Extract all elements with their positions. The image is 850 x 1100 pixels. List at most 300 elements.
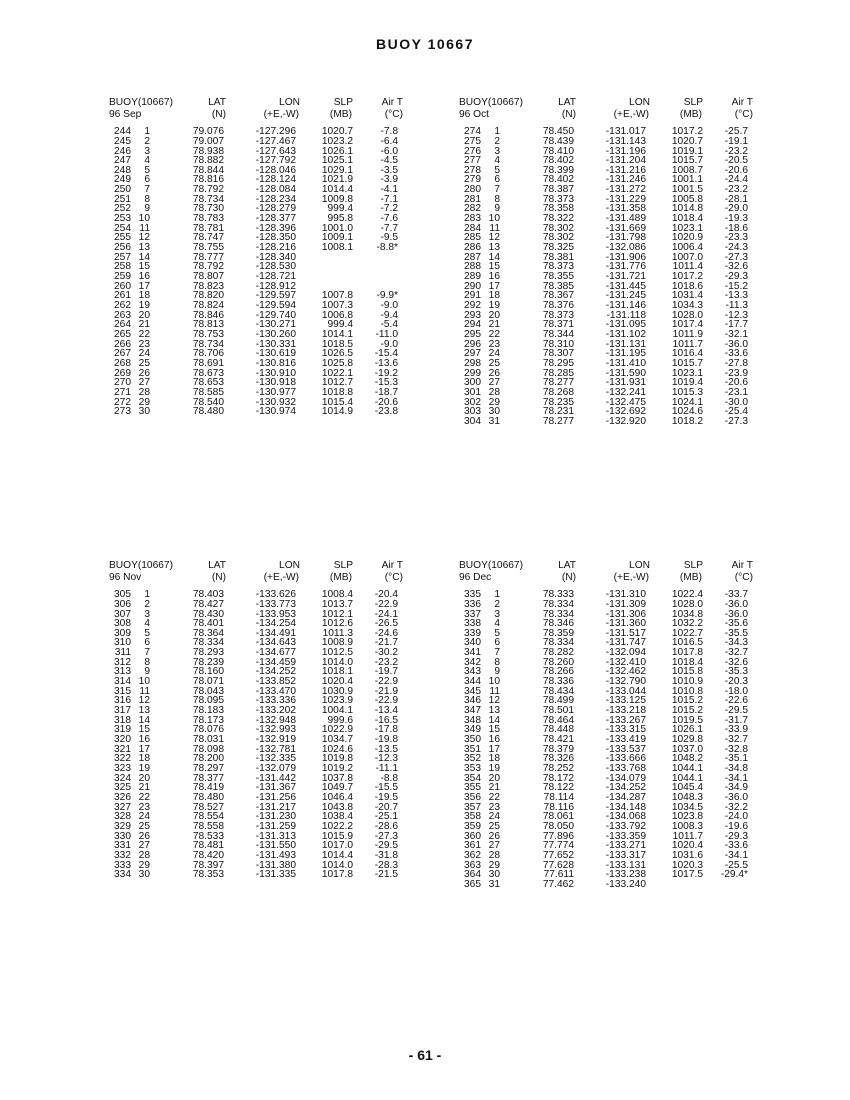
lon-cell: -134.287: [605, 791, 646, 803]
day-of-year-cell: 278: [464, 164, 481, 176]
slp-cell: 1019.1: [671, 145, 703, 157]
slp-cell: 1015.2: [671, 705, 703, 717]
day-of-year-cell: 281: [464, 193, 481, 205]
day-cell: 28: [488, 386, 500, 398]
lon-cell: -127.792: [255, 155, 296, 167]
lon-cell: -131.931: [605, 377, 646, 389]
day-of-year-cell: 293: [464, 309, 481, 321]
day-cell: 2: [494, 598, 500, 610]
day-cell: 8: [494, 656, 500, 668]
slp-cell: 1001.0: [321, 222, 353, 234]
table-row: [109, 407, 459, 417]
slp-cell: 1004.1: [321, 705, 353, 717]
lon-cell: -131.309: [605, 598, 646, 610]
slp-cell: 1009.1: [321, 232, 353, 244]
day-cell: 2: [494, 135, 500, 147]
day-cell: 30: [138, 869, 150, 881]
day-cell: 10: [138, 676, 150, 688]
lon-cell: -133.044: [605, 685, 646, 697]
lat-cell: 78.310: [542, 338, 574, 350]
day-of-year-cell: 360: [464, 830, 481, 842]
day-cell: 6: [494, 174, 500, 186]
lat-cell: 78.501: [542, 705, 574, 717]
lat-cell: 78.783: [192, 213, 224, 225]
slp-cell: 1014.0: [321, 859, 353, 871]
slp-cell: 1018.6: [671, 280, 703, 292]
air-temp-cell: -29.5: [724, 705, 748, 717]
day-of-year-cell: 273: [114, 406, 131, 418]
lon-cell: -131.380: [255, 859, 296, 871]
day-cell: 21: [488, 319, 500, 331]
day-of-year-cell: 316: [114, 695, 131, 707]
day-cell: 11: [489, 222, 500, 234]
header-month: 96 Oct: [459, 109, 490, 121]
air-temp-cell: -23.2: [724, 184, 748, 196]
lon-cell: -130.619: [255, 348, 296, 360]
air-temp-cell: -7.1: [380, 193, 398, 205]
day-cell: 9: [494, 203, 500, 215]
slp-cell: 1017.8: [321, 869, 353, 881]
day-cell: 10: [138, 213, 150, 225]
slp-cell: 1017.8: [671, 647, 703, 659]
day-cell: 15: [488, 724, 500, 736]
lat-cell: 78.268: [542, 386, 574, 398]
day-cell: 7: [494, 647, 500, 659]
slp-cell: 1007.0: [671, 251, 703, 263]
slp-cell: 1018.4: [671, 656, 703, 668]
day-of-year-cell: 301: [464, 386, 481, 398]
air-temp-cell: -25.7: [724, 126, 748, 138]
day-of-year-cell: 283: [464, 213, 481, 225]
day-of-year-cell: 335: [464, 589, 481, 601]
day-of-year-cell: 282: [464, 203, 481, 215]
lon-cell: -134.079: [605, 772, 646, 784]
day-cell: 23: [488, 801, 500, 813]
lon-cell: -132.241: [605, 386, 646, 398]
air-temp-cell: -22.9: [374, 695, 398, 707]
day-of-year-cell: 267: [114, 348, 131, 360]
day-of-year-cell: 350: [464, 734, 481, 746]
day-of-year-cell: 298: [464, 357, 481, 369]
table-dec: [459, 560, 809, 890]
slp-cell: 1011.7: [672, 830, 703, 842]
day-cell: 16: [138, 271, 150, 283]
slp-cell: 1008.7: [671, 164, 703, 176]
lon-cell: -131.445: [605, 280, 646, 292]
slp-cell: 1020.9: [671, 232, 703, 244]
lon-cell: -134.068: [605, 811, 646, 823]
lon-cell: -130.977: [255, 386, 296, 398]
day-cell: 5: [494, 164, 500, 176]
slp-cell: 1001.1: [671, 174, 703, 186]
day-cell: 13: [138, 705, 150, 717]
day-of-year-cell: 331: [114, 840, 131, 852]
lon-cell: -131.306: [605, 608, 646, 620]
lon-cell: -131.195: [605, 348, 646, 360]
lat-cell: 78.260: [542, 656, 574, 668]
lat-cell: 78.938: [192, 145, 224, 157]
lat-cell: 78.183: [192, 705, 224, 717]
day-of-year-cell: 268: [114, 357, 131, 369]
day-of-year-cell: 260: [114, 280, 131, 292]
lon-cell: -131.747: [605, 637, 646, 649]
day-of-year-cell: 280: [464, 184, 481, 196]
day-of-year-cell: 323: [114, 763, 131, 774]
slp-cell: 1034.3: [671, 300, 703, 311]
day-of-year-cell: 288: [464, 261, 481, 273]
air-temp-cell: -16.5: [374, 714, 398, 726]
lat-cell: 78.403: [192, 589, 224, 601]
lat-cell: 78.122: [542, 782, 574, 794]
slp-cell: 1007.3: [321, 300, 353, 311]
lat-cell: 78.777: [192, 251, 224, 263]
air-temp-cell: -9.0: [380, 338, 398, 350]
slp-cell: 1026.1: [671, 724, 703, 736]
day-cell: 26: [138, 367, 150, 379]
lon-cell: -133.238: [605, 869, 646, 881]
air-temp-cell: -34.3: [724, 637, 748, 649]
day-of-year-cell: 355: [464, 782, 481, 794]
lat-cell: 78.730: [192, 203, 224, 215]
lat-cell: 77.611: [543, 869, 574, 881]
lon-cell: -131.360: [605, 618, 646, 630]
air-temp-cell: -32.6: [724, 656, 748, 668]
header-air-temp-unit: (°C): [384, 572, 403, 584]
slp-cell: 1024.6: [321, 743, 353, 755]
lat-cell: 78.333: [542, 589, 574, 601]
lon-cell: -127.296: [255, 126, 296, 138]
slp-cell: 1014.9: [321, 406, 353, 418]
slp-cell: 1017.2: [671, 271, 703, 283]
air-temp-cell: -20.4: [374, 589, 398, 601]
lat-cell: 78.336: [542, 676, 574, 688]
lat-cell: 78.376: [542, 300, 574, 311]
header-lon: LON: [629, 560, 650, 571]
lat-cell: 78.434: [542, 685, 574, 697]
day-of-year-cell: 269: [114, 367, 131, 379]
slp-cell: 1022.7: [671, 627, 703, 639]
lat-cell: 78.824: [192, 300, 224, 311]
lon-cell: -133.202: [255, 705, 296, 717]
slp-cell: 1037.8: [321, 772, 353, 784]
lon-cell: -134.643: [255, 637, 296, 649]
day-cell: 25: [138, 820, 150, 832]
day-cell: 1: [144, 126, 150, 138]
day-cell: 17: [488, 743, 500, 755]
header-buoy-id: BUOY(10667): [109, 560, 173, 571]
lon-cell: -132.919: [255, 734, 296, 746]
day-of-year-cell: 294: [464, 319, 481, 331]
lat-cell: 78.379: [542, 743, 574, 755]
air-temp-cell: -15.5: [374, 782, 398, 794]
day-cell: 4: [494, 155, 500, 167]
lon-cell: -132.948: [255, 714, 296, 726]
lat-cell: 78.734: [192, 338, 224, 350]
header-lat-unit: (N): [211, 109, 226, 121]
slp-cell: 1023.8: [671, 811, 703, 823]
slp-cell: 1015.3: [671, 386, 703, 398]
lon-cell: -133.271: [605, 840, 646, 852]
day-of-year-cell: 318: [114, 714, 131, 726]
day-of-year-cell: 308: [114, 618, 131, 630]
day-cell: 2: [144, 598, 150, 610]
header-month: 96 Nov: [109, 572, 142, 584]
lon-cell: -132.993: [255, 724, 296, 736]
day-of-year-cell: 353: [464, 763, 481, 774]
air-temp-cell: -20.6: [374, 396, 398, 408]
day-cell: 2: [144, 135, 150, 147]
air-temp-cell: -29.0: [724, 203, 748, 215]
air-temp-cell: -27.3: [374, 830, 398, 842]
lon-cell: -131.245: [605, 290, 646, 302]
header-slp: SLP: [333, 97, 353, 108]
header-lon-unit: (+E,-W): [263, 572, 299, 584]
day-cell: 4: [144, 155, 150, 167]
header-slp-unit: (MB): [679, 109, 702, 121]
day-cell: 31: [488, 415, 500, 427]
slp-cell: 1028.0: [671, 598, 703, 610]
day-of-year-cell: 261: [114, 290, 131, 302]
lat-cell: 78.373: [542, 193, 574, 205]
day-cell: 19: [488, 300, 500, 311]
slp-cell: 1008.4: [321, 589, 353, 601]
lat-cell: 78.160: [192, 666, 224, 678]
day-cell: 21: [488, 782, 500, 794]
air-temp-cell: -32.1: [724, 328, 748, 340]
day-of-year-cell: 277: [464, 155, 481, 167]
slp-cell: 1014.1: [321, 328, 353, 340]
day-cell: 4: [494, 618, 500, 630]
header-lat: LAT: [208, 560, 226, 571]
slp-cell: 1032.2: [671, 618, 703, 630]
lat-cell: 78.381: [542, 251, 574, 263]
day-of-year-cell: 328: [114, 811, 131, 823]
lon-cell: -131.776: [605, 261, 646, 273]
lon-cell: -133.315: [605, 724, 646, 736]
header-air-temp-unit: (°C): [734, 109, 753, 121]
day-of-year-cell: 265: [114, 328, 131, 340]
lat-cell: 78.734: [192, 193, 224, 205]
day-of-year-cell: 326: [114, 791, 131, 803]
lon-cell: -128.721: [255, 271, 296, 283]
day-cell: 7: [144, 647, 150, 659]
day-cell: 16: [488, 271, 500, 283]
lon-cell: -133.537: [605, 743, 646, 755]
lon-cell: -131.410: [605, 357, 646, 369]
header-month: 96 Dec: [459, 572, 492, 584]
day-of-year-cell: 336: [464, 598, 481, 610]
lon-cell: -133.419: [605, 734, 646, 746]
header-buoy-id: BUOY(10667): [459, 97, 523, 108]
lon-cell: -133.336: [255, 695, 296, 707]
day-cell: 13: [488, 242, 500, 254]
day-of-year-cell: 344: [464, 676, 481, 688]
lat-cell: 78.334: [542, 608, 574, 620]
lat-cell: 78.402: [542, 155, 574, 167]
lat-cell: 78.480: [192, 406, 224, 418]
air-temp-cell: -13.4: [374, 705, 398, 717]
day-cell: 24: [488, 348, 500, 360]
lon-cell: -132.410: [605, 656, 646, 668]
day-cell: 28: [138, 386, 150, 398]
lon-cell: -130.918: [255, 377, 296, 389]
lat-cell: 78.282: [542, 647, 574, 659]
header-row: [459, 572, 809, 584]
day-of-year-cell: 302: [464, 396, 481, 408]
day-cell: 22: [138, 791, 150, 803]
header-slp-unit: (MB): [329, 109, 352, 121]
lon-cell: -130.974: [255, 406, 296, 418]
slp-cell: 1015.7: [671, 357, 703, 369]
day-cell: 15: [488, 261, 500, 273]
lat-cell: 78.116: [543, 801, 574, 813]
lon-cell: -131.216: [605, 164, 646, 176]
lat-cell: 78.448: [542, 724, 574, 736]
air-temp-cell: -32.7: [724, 647, 748, 659]
air-temp-cell: -20.6: [724, 164, 748, 176]
lat-cell: 78.397: [192, 859, 224, 871]
lon-cell: -131.131: [605, 338, 646, 350]
slp-cell: 1024.1: [671, 396, 703, 408]
lon-cell: -133.852: [255, 676, 296, 688]
day-cell: 10: [488, 676, 500, 688]
day-cell: 19: [488, 763, 500, 774]
day-of-year-cell: 338: [464, 618, 481, 630]
lon-cell: -134.148: [605, 801, 646, 813]
day-of-year-cell: 247: [114, 155, 131, 167]
air-temp-cell: -24.0: [724, 811, 748, 823]
slp-cell: 1020.4: [671, 840, 703, 852]
lon-cell: -130.331: [255, 338, 296, 350]
day-cell: 23: [138, 801, 150, 813]
air-temp-cell: -27.8: [724, 357, 748, 369]
day-cell: 30: [138, 406, 150, 418]
air-temp-cell: -18.7: [374, 386, 398, 398]
lon-cell: -129.594: [255, 300, 296, 311]
lat-cell: 78.747: [192, 232, 224, 244]
lon-cell: -131.217: [255, 801, 296, 813]
lat-cell: 78.807: [192, 271, 224, 283]
air-temp-cell: -29.5: [374, 840, 398, 852]
lat-cell: 78.322: [542, 213, 574, 225]
lat-cell: 78.540: [192, 396, 224, 408]
lon-cell: -131.493: [255, 849, 296, 861]
air-temp-cell: -34.1: [724, 849, 748, 861]
day-of-year-cell: 303: [464, 406, 481, 418]
air-temp-cell: -9.4: [380, 309, 398, 321]
header-buoy-id: BUOY(10667): [459, 560, 523, 571]
day-cell: 25: [488, 357, 500, 369]
day-of-year-cell: 270: [114, 377, 131, 389]
day-of-year-cell: 327: [114, 801, 131, 813]
slp-cell: 1014.4: [321, 849, 353, 861]
lat-cell: 78.371: [542, 319, 574, 331]
lon-cell: -132.335: [255, 753, 296, 765]
day-cell: 27: [138, 377, 150, 389]
slp-cell: 1015.9: [321, 830, 353, 842]
lon-cell: -128.084: [255, 184, 296, 196]
day-of-year-cell: 285: [464, 232, 481, 244]
slp-cell: 1007.8: [321, 290, 353, 302]
header-air-temp-unit: (°C): [734, 572, 753, 584]
slp-cell: 1011.4: [672, 261, 703, 273]
day-cell: 26: [488, 367, 500, 379]
air-temp-cell: -8.8: [380, 772, 398, 784]
day-of-year-cell: 352: [464, 753, 481, 765]
lon-cell: -130.932: [255, 396, 296, 408]
day-of-year-cell: 284: [464, 222, 481, 234]
day-cell: 6: [144, 637, 150, 649]
lat-cell: 78.325: [542, 242, 574, 254]
slp-cell: 1012.1: [321, 608, 353, 620]
day-of-year-cell: 315: [114, 685, 131, 697]
day-of-year-cell: 295: [464, 328, 481, 340]
air-temp-cell: -28.6: [374, 820, 398, 832]
day-cell: 17: [488, 280, 500, 292]
slp-cell: 1010.9: [671, 676, 703, 688]
lon-cell: -131.313: [255, 830, 296, 842]
lat-cell: 78.373: [542, 309, 574, 321]
lat-cell: 78.061: [542, 811, 574, 823]
lat-cell: 78.755: [192, 242, 224, 254]
air-temp-cell: -23.3: [724, 232, 748, 244]
day-of-year-cell: 320: [114, 734, 131, 746]
slp-cell: 1048.3: [671, 791, 703, 803]
air-temp-cell: -15.2: [724, 280, 748, 292]
lat-cell: 78.344: [542, 328, 574, 340]
day-cell: 26: [138, 830, 150, 842]
lat-cell: 78.334: [542, 637, 574, 649]
lat-cell: 78.781: [192, 222, 224, 234]
header-slp-unit: (MB): [329, 572, 352, 584]
day-cell: 3: [494, 608, 500, 620]
header-row: [459, 560, 809, 572]
air-temp-cell: -24.1: [374, 608, 398, 620]
air-temp-cell: -32.7: [724, 734, 748, 746]
lon-cell: -128.912: [255, 280, 296, 292]
slp-cell: 1044.1: [671, 772, 703, 784]
lon-cell: -130.816: [255, 357, 296, 369]
day-of-year-cell: 276: [464, 145, 481, 157]
lat-cell: 78.293: [192, 647, 224, 659]
lon-cell: -128.377: [255, 213, 296, 225]
slp-cell: 1020.7: [671, 135, 703, 147]
slp-cell: 1018.1: [321, 666, 353, 678]
lat-cell: 78.098: [192, 743, 224, 755]
day-of-year-cell: 356: [464, 791, 481, 803]
header-lon: LON: [279, 560, 300, 571]
day-of-year-cell: 345: [464, 685, 481, 697]
slp-cell: 1015.2: [671, 695, 703, 707]
air-temp-cell: -33.9: [724, 724, 748, 736]
day-of-year-cell: 333: [114, 859, 131, 871]
day-of-year-cell: 244: [114, 126, 131, 138]
slp-cell: 1014.0: [321, 656, 353, 668]
air-temp-cell: -25.4: [724, 406, 748, 418]
day-cell: 12: [138, 695, 150, 707]
day-cell: 11: [489, 685, 500, 697]
lon-cell: -128.530: [255, 261, 296, 273]
lon-cell: -131.367: [255, 782, 296, 794]
lat-cell: 78.753: [192, 328, 224, 340]
lon-cell: -127.643: [255, 145, 296, 157]
slp-cell: 1017.4: [671, 319, 703, 331]
air-temp-cell: -21.5: [374, 869, 398, 881]
day-cell: 29: [138, 859, 150, 871]
day-of-year-cell: 322: [114, 753, 131, 765]
lon-cell: -133.131: [605, 859, 646, 871]
lat-cell: 78.277: [542, 415, 574, 427]
